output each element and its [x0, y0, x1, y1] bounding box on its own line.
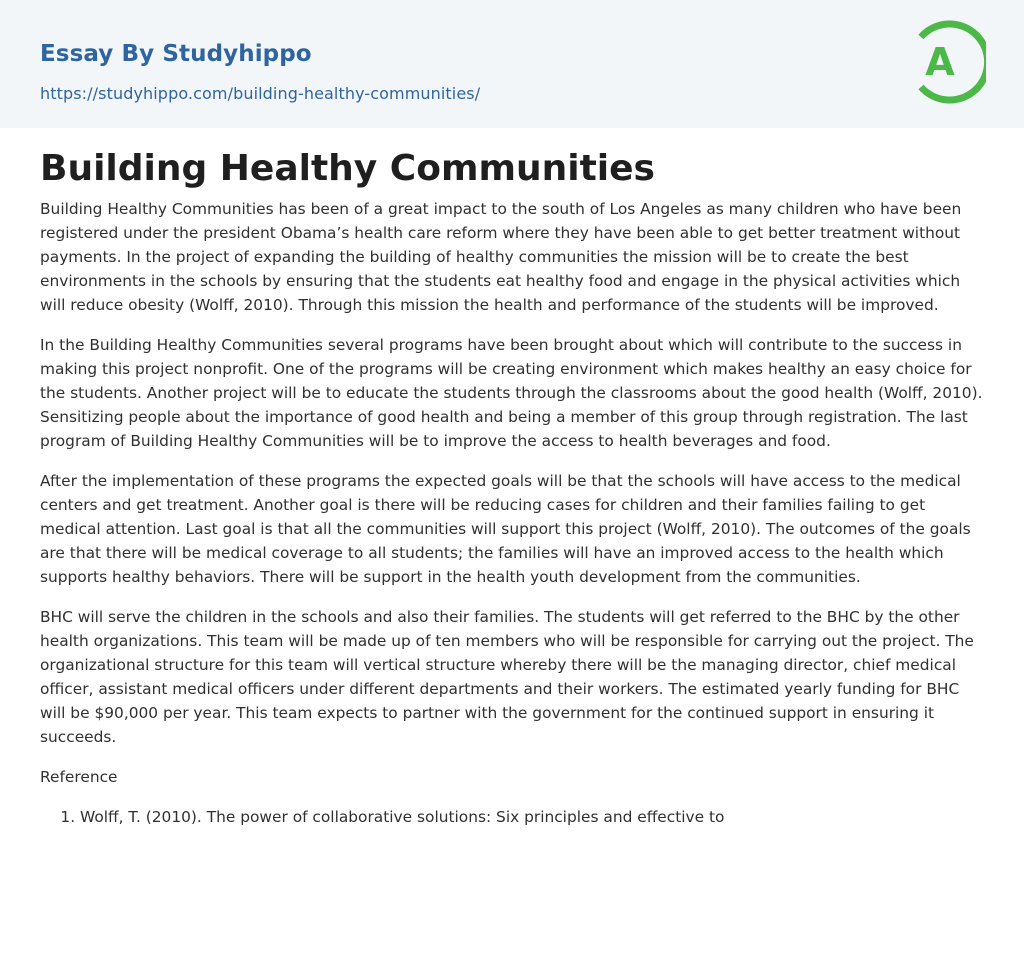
studyhippo-logo-icon[interactable] — [912, 19, 986, 105]
paragraph-2: In the Building Healthy Communities several programs have been brought about which will contribute to the success in making this project nonprofit. One of the programs will be creating environment which makes healthy an easy choice for the students. Another project will be to educate the students through the classrooms about the good health (Wolff, 2010). Sensitizing people about the importance of good health and being a member of this group through registration. The last program of Building Healthy Communities will be to improve the access to health beverages and food. — [40, 336, 983, 450]
site-title: Essay By Studyhippo — [40, 41, 312, 67]
article — [40, 128, 984, 829]
paragraph-3: After the implementation of these programs the expected goals will be that the schools will have access to the medical centers and get treatment. Another goal is there will be reducing cases for children and their families failing to get medical attention. Last goal is that all the communities will support this project (Wolff, 2010). The outcomes of the goals are that there will be medical coverage to all students; the families will have an improved access to the health which supports healthy behaviors. There will be support in the health youth development from the communities. — [40, 472, 971, 586]
site-header — [0, 0, 1024, 128]
logo-letter: A — [925, 40, 955, 84]
reference-heading: Reference — [40, 768, 118, 786]
page-url-link[interactable]: https://studyhippo.com/building-healthy-communities/ — [40, 84, 481, 103]
page-title: Building Healthy Communities — [40, 148, 655, 189]
paragraph-1: Building Healthy Communities has been of a great impact to the south of Los Angeles as many children who have been registered under the president Obama’s health care reform where they have been able to get better treatment without payments. In the project of expanding the building of healthy communities the mission will be to create the best environments in the schools by ensuring that the students eat healthy food and engage in the physical activities which will reduce obesity (Wolff, 2010). Through this mission the health and performance of the students will be improved. — [40, 200, 962, 314]
paragraph-4: BHC will serve the children in the schools and also their families. The students will get referred to the BHC by the other health organizations. This team will be made up of ten members who will be responsible for carrying out the project. The organizational structure for this team will vertical structure whereby there will be the managing director, chief medical officer, assistant medical officers under different departments and their workers. The estimated yearly funding for BHC will be $90,000 per year. This team expects to partner with the government for the continued support in ensuring it succeeds. — [40, 608, 974, 746]
reference-item: 1. Wolff, T. (2010). The power of collaborative solutions: Six principles and effective to — [80, 805, 984, 829]
reference-list — [40, 805, 984, 829]
